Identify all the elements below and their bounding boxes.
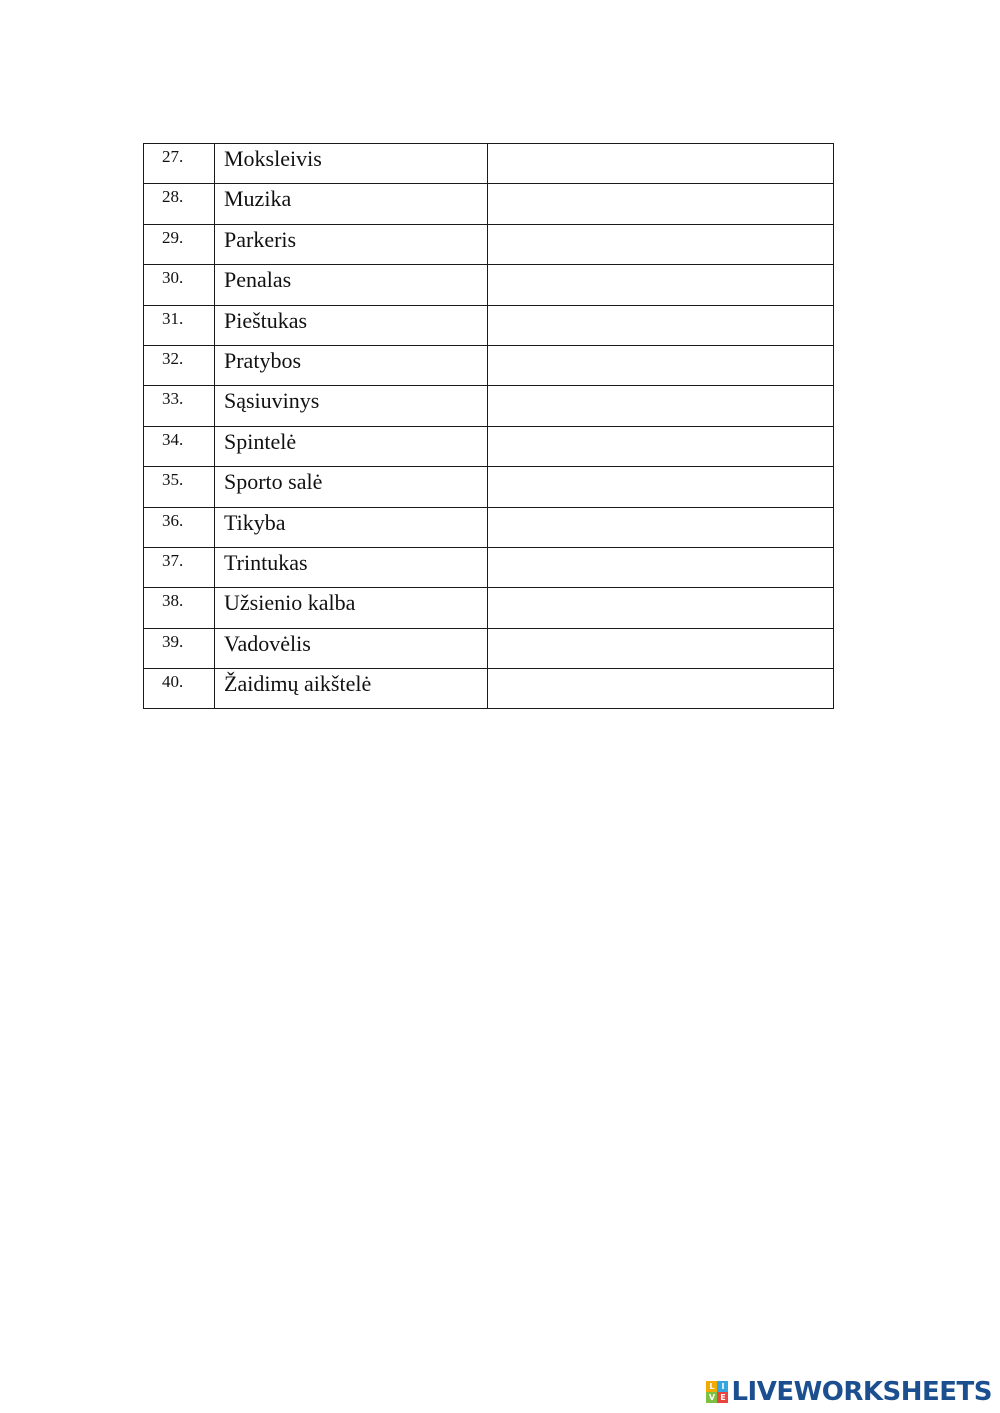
word-label: Muzika [224, 186, 292, 212]
row-number-cell [144, 628, 215, 668]
answer-field[interactable] [488, 426, 834, 466]
word-cell [215, 144, 488, 184]
row-number: 40. [162, 672, 184, 692]
table-row [144, 426, 834, 466]
row-number: 35. [162, 470, 184, 490]
answer-field[interactable] [488, 588, 834, 628]
word-cell [215, 224, 488, 264]
table-row [144, 669, 834, 709]
table-row [144, 345, 834, 385]
logo-mark-letter: I [717, 1381, 728, 1392]
row-number: 32. [162, 348, 184, 368]
row-number-cell [144, 265, 215, 305]
word-cell [215, 345, 488, 385]
table-row [144, 305, 834, 345]
table-row [144, 628, 834, 668]
row-number: 29. [162, 227, 184, 247]
answer-field[interactable] [488, 669, 834, 709]
table-row [144, 265, 834, 305]
word-label: Spintelė [224, 428, 297, 454]
row-number: 28. [162, 187, 184, 207]
row-number-cell [144, 345, 215, 385]
logo-mark-letter: L [706, 1381, 717, 1392]
logo-mark-letter: V [706, 1392, 717, 1403]
logo-mark-letter: E [717, 1392, 728, 1403]
table-row [144, 224, 834, 264]
table-row [144, 144, 834, 184]
row-number-cell [144, 507, 215, 547]
table-row [144, 547, 834, 587]
word-label: Užsienio kalba [224, 590, 356, 616]
row-number: 39. [162, 631, 184, 651]
row-number: 31. [162, 308, 184, 328]
word-label: Pratybos [224, 347, 301, 373]
row-number-cell [144, 426, 215, 466]
word-label: Vadovėlis [224, 630, 311, 656]
table-row [144, 588, 834, 628]
word-cell [215, 386, 488, 426]
row-number: 36. [162, 510, 184, 530]
word-label: Sąsiuvinys [224, 388, 320, 414]
answer-field[interactable] [488, 305, 834, 345]
word-cell [215, 426, 488, 466]
answer-field[interactable] [488, 184, 834, 224]
word-cell [215, 467, 488, 507]
word-cell [215, 265, 488, 305]
word-label: Penalas [224, 267, 292, 293]
row-number: 33. [162, 389, 184, 409]
word-cell [215, 507, 488, 547]
row-number-cell [144, 144, 215, 184]
word-cell [215, 669, 488, 709]
row-number: 34. [162, 429, 184, 449]
table-row [144, 467, 834, 507]
word-label: Pieštukas [224, 307, 308, 333]
logo-text: LIVEWORKSHEETS [731, 1377, 992, 1407]
answer-field[interactable] [488, 265, 834, 305]
answer-field[interactable] [488, 224, 834, 264]
row-number: 27. [162, 147, 184, 166]
answer-field[interactable] [488, 345, 834, 385]
answer-field[interactable] [488, 144, 834, 184]
answer-field[interactable] [488, 467, 834, 507]
row-number-cell [144, 547, 215, 587]
row-number-cell [144, 588, 215, 628]
vocabulary-table [143, 143, 834, 709]
table-row [144, 507, 834, 547]
table-row [144, 184, 834, 224]
row-number-cell [144, 184, 215, 224]
word-label: Žaidimų aikštelė [224, 671, 372, 697]
logo-mark-icon [706, 1381, 728, 1403]
table-row [144, 386, 834, 426]
word-cell [215, 547, 488, 587]
liveworksheets-logo [706, 1377, 992, 1407]
word-label: Moksleivis [224, 146, 322, 171]
answer-field[interactable] [488, 547, 834, 587]
answer-field[interactable] [488, 628, 834, 668]
word-cell [215, 628, 488, 668]
row-number-cell [144, 305, 215, 345]
word-cell [215, 588, 488, 628]
answer-field[interactable] [488, 386, 834, 426]
word-cell [215, 184, 488, 224]
word-label: Trintukas [224, 549, 308, 575]
row-number: 38. [162, 591, 184, 611]
row-number-cell [144, 669, 215, 709]
answer-field[interactable] [488, 507, 834, 547]
row-number: 30. [162, 268, 184, 288]
word-cell [215, 305, 488, 345]
row-number-cell [144, 224, 215, 264]
word-label: Parkeris [224, 226, 297, 252]
word-label: Tikyba [224, 509, 286, 535]
row-number: 37. [162, 550, 184, 570]
row-number-cell [144, 386, 215, 426]
word-label: Sporto salė [224, 469, 323, 495]
row-number-cell [144, 467, 215, 507]
